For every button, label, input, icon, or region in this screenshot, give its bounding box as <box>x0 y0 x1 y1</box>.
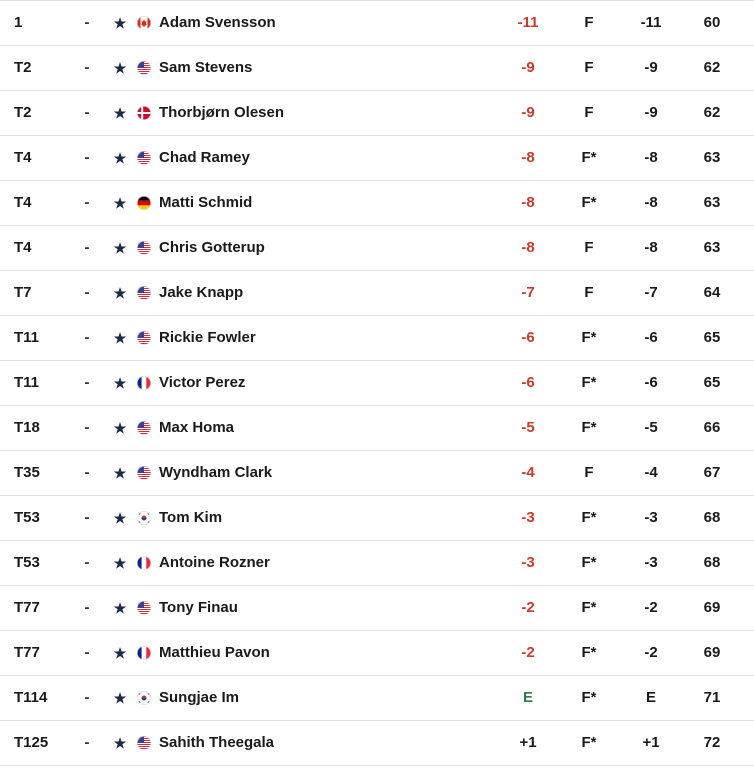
player-name[interactable]: Thorbjørn Olesen <box>159 104 285 121</box>
star-icon[interactable]: ★ <box>113 105 127 121</box>
player-name[interactable]: Antoine Rozner <box>159 554 270 571</box>
position-cell: T114 <box>14 689 48 706</box>
total-score: -3 <box>521 554 535 571</box>
total-score: -8 <box>521 194 535 211</box>
position-cell: T2 <box>14 104 32 121</box>
player-row[interactable] <box>0 361 754 406</box>
round-score: -3 <box>644 509 658 526</box>
usa-flag-icon <box>137 331 151 345</box>
movement-indicator: - <box>84 509 90 526</box>
round-score: -5 <box>644 419 658 436</box>
total-score: -8 <box>521 239 535 256</box>
round-score: -3 <box>644 554 658 571</box>
movement-indicator: - <box>84 689 90 706</box>
star-icon[interactable]: ★ <box>113 600 127 616</box>
round-strokes: 63 <box>703 239 721 256</box>
france-flag-icon <box>137 376 151 390</box>
thru-status: F* <box>581 644 597 661</box>
total-score: -4 <box>521 464 535 481</box>
player-row[interactable] <box>0 451 754 496</box>
position-cell: T18 <box>14 419 40 436</box>
round-score: -11 <box>640 14 662 31</box>
star-icon[interactable]: ★ <box>113 510 127 526</box>
round-score: -4 <box>644 464 658 481</box>
total-score: +1 <box>519 734 537 751</box>
total-score: -9 <box>521 59 535 76</box>
thru-status: F* <box>581 689 597 706</box>
france-flag-icon <box>137 556 151 570</box>
thru-status: F* <box>581 194 597 211</box>
total-score: E <box>522 689 533 706</box>
round-score: -8 <box>644 239 658 256</box>
position-cell: T4 <box>14 194 32 211</box>
usa-flag-icon <box>137 421 151 435</box>
round-strokes: 66 <box>703 419 721 436</box>
position-cell: T35 <box>14 464 40 481</box>
round-strokes: 65 <box>703 374 721 391</box>
movement-indicator: - <box>84 104 90 121</box>
player-row[interactable] <box>0 676 754 721</box>
player-name[interactable]: Wyndham Clark <box>159 464 273 481</box>
position-cell: T4 <box>14 149 32 166</box>
position-cell: T53 <box>14 554 40 571</box>
round-score: -9 <box>644 104 658 121</box>
round-strokes: 65 <box>703 329 721 346</box>
player-row[interactable] <box>0 586 754 631</box>
round-strokes: 68 <box>703 554 721 571</box>
movement-indicator: - <box>84 194 90 211</box>
round-score: -6 <box>644 329 658 346</box>
movement-indicator: - <box>84 14 90 31</box>
star-icon[interactable]: ★ <box>113 465 127 481</box>
round-score: -9 <box>644 59 658 76</box>
player-row[interactable] <box>0 541 754 586</box>
player-name[interactable]: Sam Stevens <box>159 59 253 76</box>
usa-flag-icon <box>137 286 151 300</box>
round-strokes: 63 <box>703 194 721 211</box>
usa-flag-icon <box>137 466 151 480</box>
korea-flag-icon <box>137 511 151 525</box>
movement-indicator: - <box>84 554 90 571</box>
thru-status: F* <box>581 509 597 526</box>
thru-status: F <box>584 59 594 76</box>
total-score: -3 <box>521 509 535 526</box>
round-strokes: 67 <box>703 464 721 481</box>
star-icon[interactable]: ★ <box>113 330 127 346</box>
player-row[interactable] <box>0 136 754 181</box>
usa-flag-icon <box>137 601 151 615</box>
round-strokes: 71 <box>703 689 721 706</box>
round-score: +1 <box>642 734 660 751</box>
thru-status: F* <box>581 599 597 616</box>
star-icon[interactable]: ★ <box>113 690 127 706</box>
denmark-flag-icon <box>137 106 151 120</box>
round-score: -2 <box>644 644 658 661</box>
player-name[interactable]: Matthieu Pavon <box>159 644 270 661</box>
canada-flag-icon <box>137 16 151 30</box>
total-score: -8 <box>521 149 535 166</box>
player-name[interactable]: Rickie Fowler <box>159 329 256 346</box>
total-score: -7 <box>521 284 535 301</box>
star-icon[interactable]: ★ <box>113 555 127 571</box>
player-row[interactable] <box>0 1 754 46</box>
movement-indicator: - <box>84 734 90 751</box>
round-strokes: 72 <box>703 734 721 751</box>
movement-indicator: - <box>84 374 90 391</box>
round-strokes: 63 <box>703 149 721 166</box>
movement-indicator: - <box>84 149 90 166</box>
thru-status: F* <box>581 329 597 346</box>
position-cell: T77 <box>14 644 40 661</box>
total-score: -11 <box>517 14 539 31</box>
total-score: -2 <box>521 599 535 616</box>
player-row[interactable] <box>0 181 754 226</box>
thru-status: F* <box>581 734 597 751</box>
player-name[interactable]: Victor Perez <box>159 374 246 391</box>
thru-status: F* <box>581 149 597 166</box>
position-cell: T53 <box>14 509 40 526</box>
round-strokes: 62 <box>703 59 721 76</box>
round-strokes: 69 <box>703 644 721 661</box>
thru-status: F* <box>581 374 597 391</box>
player-name[interactable]: Tom Kim <box>159 509 223 526</box>
usa-flag-icon <box>137 151 151 165</box>
star-icon[interactable]: ★ <box>113 15 127 31</box>
position-cell: T7 <box>14 284 32 301</box>
movement-indicator: - <box>84 644 90 661</box>
usa-flag-icon <box>137 736 151 750</box>
player-name[interactable]: Adam Svensson <box>159 14 276 31</box>
round-strokes: 64 <box>703 284 721 301</box>
player-row[interactable] <box>0 406 754 451</box>
player-row[interactable] <box>0 226 754 271</box>
round-score: -8 <box>644 194 658 211</box>
player-row[interactable] <box>0 46 754 91</box>
thru-status: F <box>584 464 594 481</box>
thru-status: F <box>584 284 594 301</box>
thru-status: F <box>584 104 594 121</box>
total-score: -6 <box>521 374 535 391</box>
round-score: -8 <box>644 149 658 166</box>
star-icon[interactable]: ★ <box>113 375 127 391</box>
movement-indicator: - <box>84 599 90 616</box>
usa-flag-icon <box>137 61 151 75</box>
movement-indicator: - <box>84 284 90 301</box>
round-strokes: 68 <box>703 509 721 526</box>
player-row[interactable] <box>0 271 754 316</box>
position-cell: T2 <box>14 59 32 76</box>
round-strokes: 62 <box>703 104 721 121</box>
movement-indicator: - <box>84 329 90 346</box>
player-name[interactable]: Sungjae Im <box>159 689 240 706</box>
player-name[interactable]: Sahith Theegala <box>159 734 275 751</box>
position-cell: T125 <box>14 734 49 751</box>
position-cell: T77 <box>14 599 40 616</box>
star-icon[interactable]: ★ <box>113 240 127 256</box>
thru-status: F <box>584 239 594 256</box>
player-name[interactable]: Matti Schmid <box>159 194 253 211</box>
total-score: -2 <box>521 644 535 661</box>
position-cell: T11 <box>14 374 40 391</box>
player-name[interactable]: Jake Knapp <box>159 284 244 301</box>
position-cell: 1 <box>14 14 23 31</box>
player-row[interactable] <box>0 631 754 676</box>
star-icon[interactable]: ★ <box>113 285 127 301</box>
star-icon[interactable]: ★ <box>113 645 127 661</box>
star-icon[interactable]: ★ <box>113 60 127 76</box>
player-name[interactable]: Chris Gotterup <box>159 239 265 256</box>
thru-status: F* <box>581 419 597 436</box>
player-name[interactable]: Max Homa <box>159 419 235 436</box>
star-icon[interactable]: ★ <box>113 150 127 166</box>
position-cell: T11 <box>14 329 40 346</box>
star-icon[interactable]: ★ <box>113 420 127 436</box>
star-icon[interactable]: ★ <box>113 735 127 751</box>
korea-flag-icon <box>137 691 151 705</box>
thru-status: F <box>584 14 594 31</box>
germany-flag-icon <box>137 196 151 210</box>
position-cell: T4 <box>14 239 32 256</box>
movement-indicator: - <box>84 464 90 481</box>
round-score: -6 <box>644 374 658 391</box>
round-strokes: 60 <box>703 14 721 31</box>
player-row[interactable] <box>0 496 754 541</box>
total-score: -5 <box>521 419 535 436</box>
movement-indicator: - <box>84 59 90 76</box>
round-score: -2 <box>644 599 658 616</box>
round-strokes: 69 <box>703 599 721 616</box>
round-score: E <box>645 689 656 706</box>
movement-indicator: - <box>84 239 90 256</box>
total-score: -6 <box>521 329 535 346</box>
player-row[interactable] <box>0 316 754 361</box>
thru-status: F* <box>581 554 597 571</box>
player-name[interactable]: Tony Finau <box>159 599 238 616</box>
usa-flag-icon <box>137 241 151 255</box>
star-icon[interactable]: ★ <box>113 195 127 211</box>
total-score: -9 <box>521 104 535 121</box>
round-score: -7 <box>644 284 658 301</box>
movement-indicator: - <box>84 419 90 436</box>
player-row[interactable] <box>0 91 754 136</box>
france-flag-icon <box>137 646 151 660</box>
player-row[interactable] <box>0 721 754 766</box>
player-name[interactable]: Chad Ramey <box>159 149 250 166</box>
